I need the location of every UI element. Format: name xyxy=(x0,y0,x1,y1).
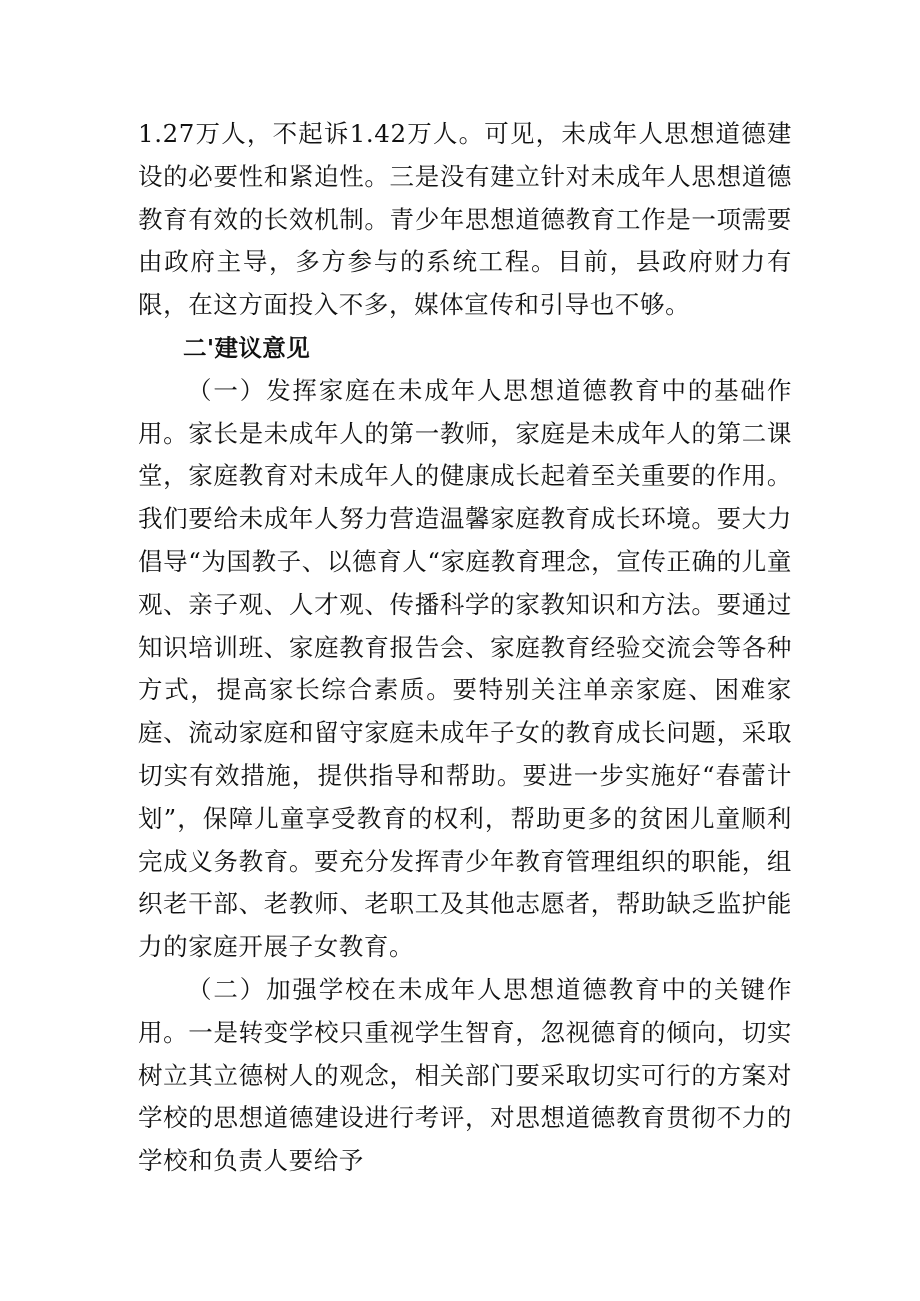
paragraph-family-role: （一）发挥家庭在未成年人思想道德教育中的基础作用。家长是未成年人的第一教师，家庭是未成年人的第二课堂，家庭教育对未成年人的健康成长起着至关重要的作用。我们要给未成年人努力营造温馨家庭教育成长环境。要大力倡导“为国教子、以德育人“家庭教育理念，宣传正确的儿童观、亲子观、人才观、传播科学的家教知识和方法。要通过知识培训班、家庭教育报告会、家庭教育经验交流会等各种方式，提高家长综合素质。要特别关注单亲家庭、困难家庭、流动家庭和留守家庭未成年子女的教育成长问题，采取切实有效措施，提供指导和帮助。要进一步实施好“春蕾计划”，保障儿童享受教育的权利，帮助更多的贫困儿童顺利完成义务教育。要充分发挥青少年教育管理组织的职能，组织老干部、老教师、老职工及其他志愿者，帮助缺乏监护能力的家庭开展子女教育。 xyxy=(138,375,792,962)
document-body xyxy=(138,113,792,1183)
section-heading-suggestions: 二'建议意见 xyxy=(183,333,311,362)
paragraph-school-role: （二）加强学校在未成年人思想道德教育中的关键作用。一是转变学校只重视学生智育，忽视德育的倾向，切实树立其立德树人的观念，相关部门要采取切实可行的方案对学校的思想道德建设进行考评，对思想道德教育贯彻不力的学校和负责人要给予 xyxy=(138,974,792,1176)
paragraph-continuation: 1.27万人，不起诉1.42万人。可见，未成年人思想道德建设的必要性和紧迫性。三是没有建立针对未成年人思想道德教育有效的长效机制。青少年思想道德教育工作是一项需要由政府主导，多方参与的系统工程。目前，县政府财力有限，在这方面投入不多，媒体宣传和引导也不够。 xyxy=(138,119,792,320)
